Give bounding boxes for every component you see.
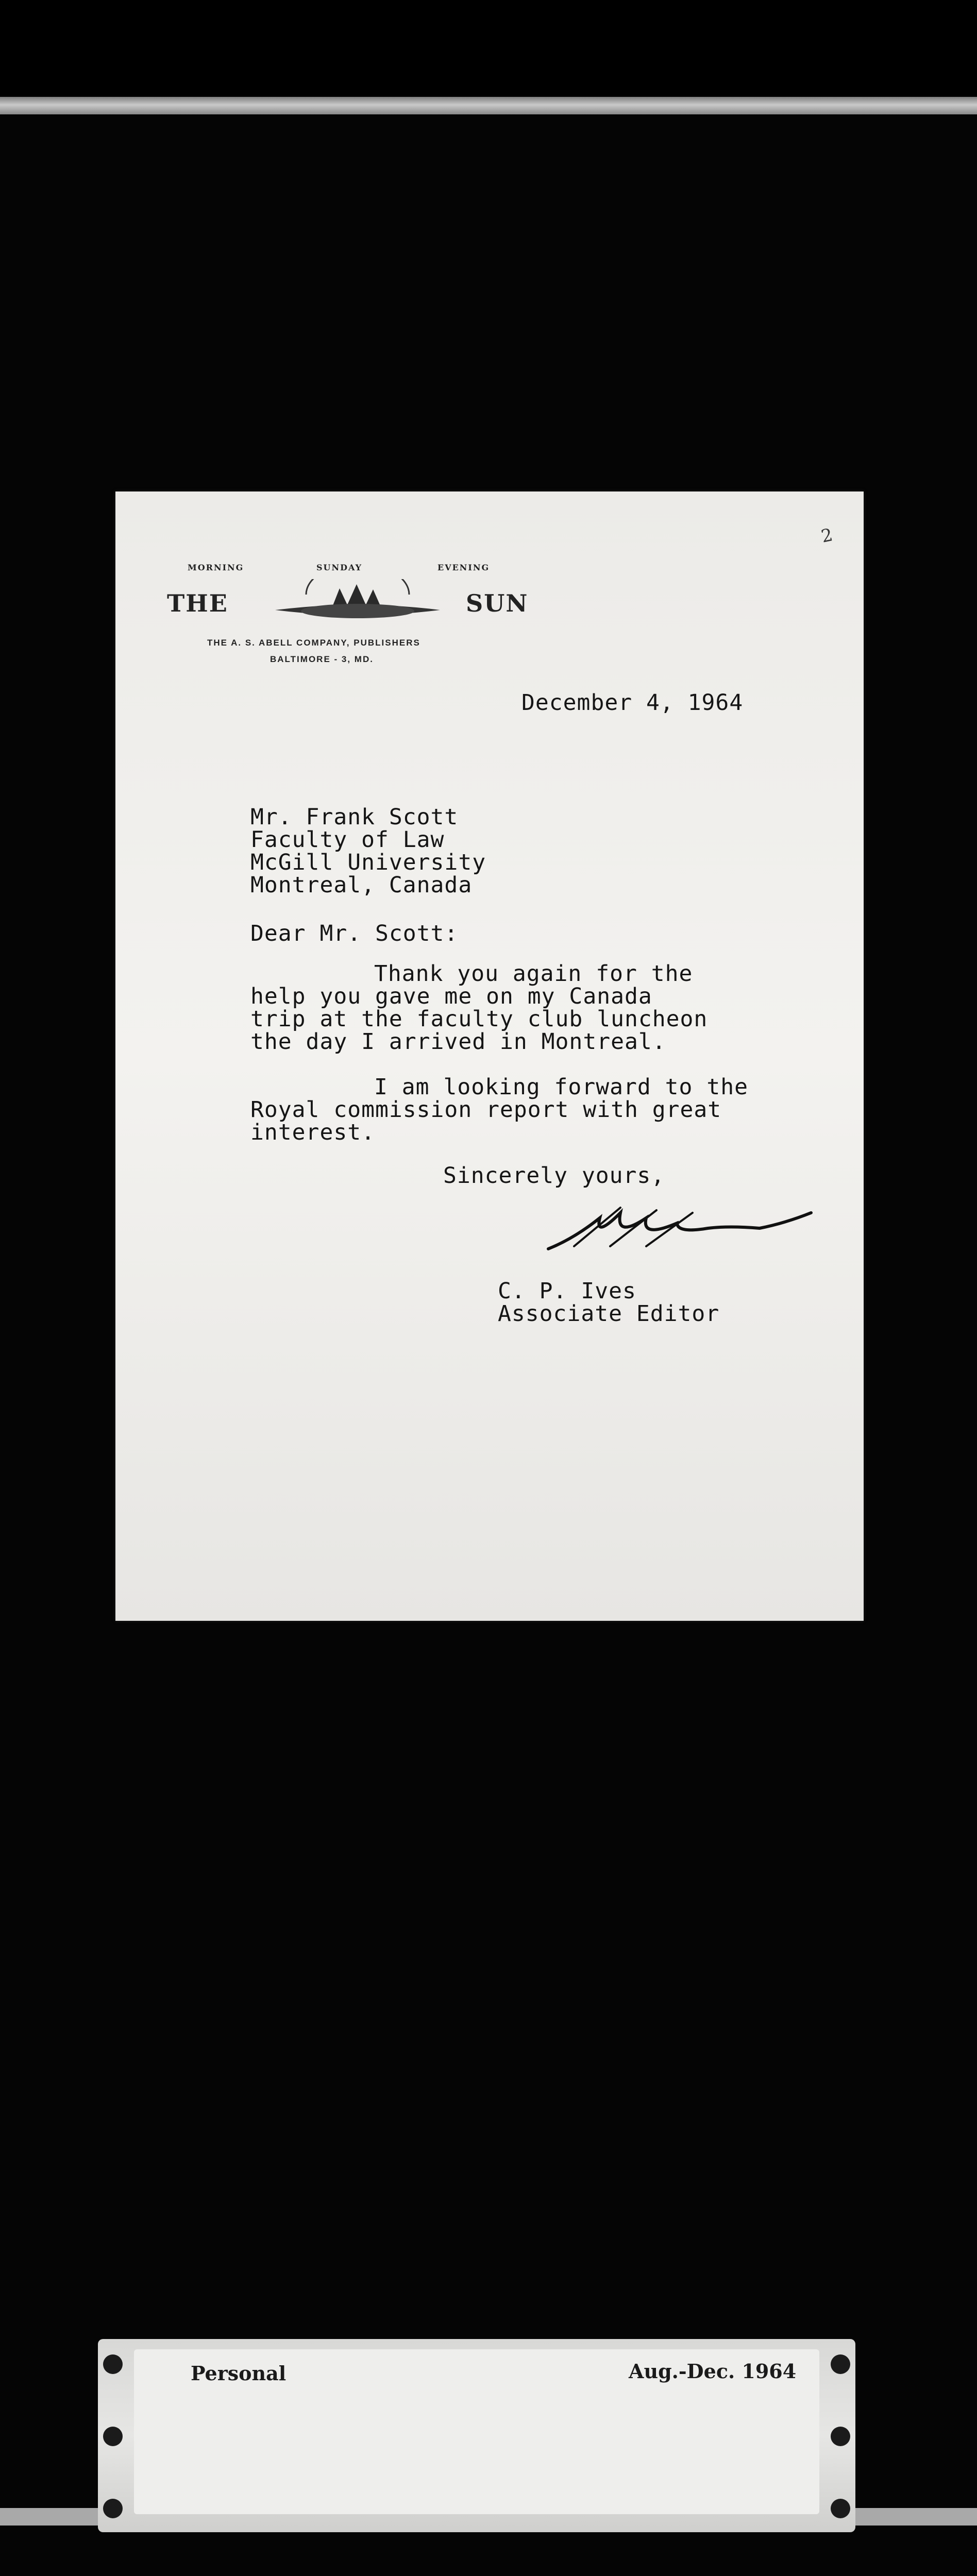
body-line: help you gave me on my Canada: [250, 984, 652, 1009]
letter-page: [115, 492, 864, 1621]
punch-hole: [831, 2354, 850, 2374]
closing: Sincerely yours,: [443, 1163, 665, 1189]
folder-label-date-range: Aug.-Dec. 1964: [629, 2360, 797, 2383]
punch-hole: [831, 2499, 850, 2518]
letterhead-morning: MORNING: [188, 563, 244, 572]
letterhead-the: THE: [167, 589, 228, 617]
salutation: Dear Mr. Scott:: [250, 921, 459, 946]
recipient-line: Faculty of Law: [250, 827, 445, 853]
letter-date: December 4, 1964: [521, 690, 744, 716]
letterhead-evening: EVENING: [437, 563, 490, 572]
body-line: the day I arrived in Montreal.: [250, 1029, 666, 1055]
film-edge-strip: [0, 97, 977, 114]
signer-title: Associate Editor: [498, 1301, 720, 1327]
sun-emblem-logo: [270, 579, 445, 631]
body-line: interest.: [250, 1120, 375, 1145]
letterhead-publisher: THE A. S. ABELL COMPANY, PUBLISHERS: [207, 638, 420, 648]
recipient-line: McGill University: [250, 850, 486, 875]
punch-hole: [103, 2427, 123, 2446]
recipient-line: Montreal, Canada: [250, 872, 473, 898]
recipient-line: Mr. Frank Scott: [250, 804, 459, 830]
signer-name: C. P. Ives: [498, 1278, 636, 1304]
body-line: trip at the faculty club luncheon: [250, 1006, 708, 1032]
body-line: Thank you again for the: [374, 961, 693, 987]
letterhead-sun: SUN: [466, 589, 529, 617]
body-line: Royal commission report with great: [250, 1097, 722, 1123]
page-number-mark: 2: [819, 524, 835, 547]
punch-hole: [831, 2427, 850, 2446]
folder-label-card: [98, 2339, 855, 2532]
handwritten-signature: [543, 1197, 821, 1259]
folder-label-inner: [134, 2349, 819, 2514]
body-line: I am looking forward to the: [374, 1074, 748, 1100]
punch-hole: [103, 2354, 123, 2374]
letterhead-sunday: SUNDAY: [316, 563, 363, 572]
film-top-border: [0, 0, 977, 103]
letterhead-address: BALTIMORE - 3, MD.: [270, 654, 374, 664]
folder-label-category: Personal: [191, 2362, 287, 2385]
punch-hole: [103, 2499, 123, 2518]
